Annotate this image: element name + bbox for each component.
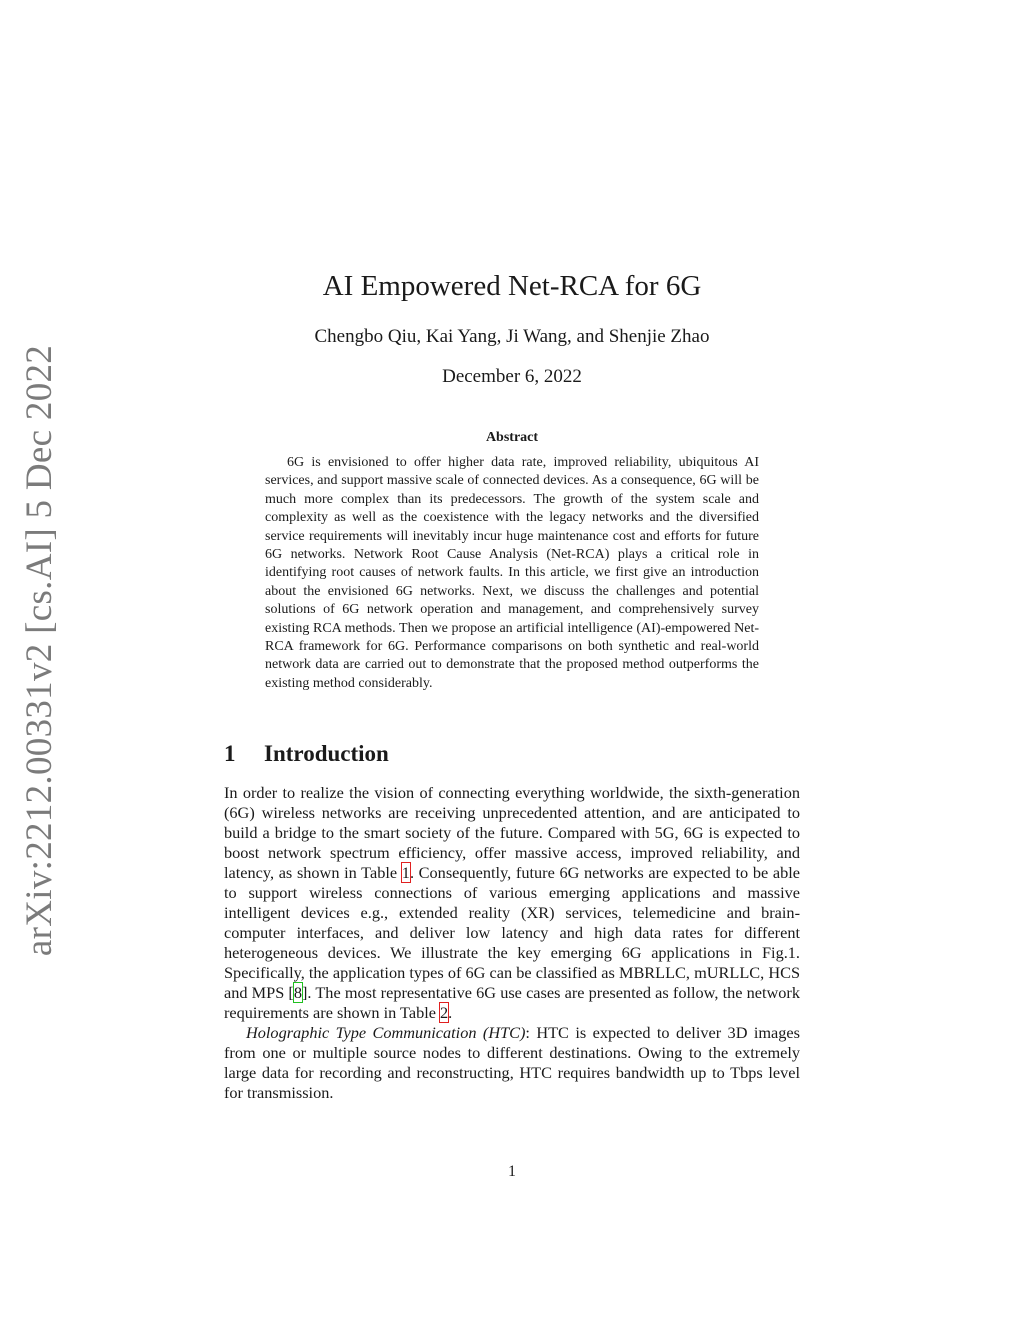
- abstract-heading: Abstract: [485, 430, 539, 445]
- citation-8-link[interactable]: 8: [293, 983, 302, 1002]
- arxiv-identifier-text: arXiv:2212.00331v2 [cs.AI] 5 Dec 2022: [19, 344, 61, 956]
- abstract-body: 6G is envisioned to offer higher data rate, improved reliability, ubiquitous AI services, and support massive scale of connected devices. As a consequence, 6G will be much more complex than its predecessors. The growth of the system scale and complexity as well as the coexistence with the legacy networks and the diversified service requirements will inevitably incur huge maintenance cost and efforts for future 6G networks. Network Root Cause Analysis (Net-RCA) plays a critical role in identifying root causes of network faults. In this article, we first give an introduction about the envisioned 6G networks. Next, we discuss the challenges and potential solutions of 6G network operation and management, and comprehensively survey existing RCA methods. Then we propose an artificial intelligence (AI)-empowered Net-RCA framework for 6G. Performance comparisons on both synthetic and real-world network data are carried out to demonstrate that the proposed method outperforms the existing method considerably.: [265, 455, 759, 691]
- table-2-reference-link[interactable]: 2: [440, 1003, 449, 1022]
- table-1-reference-link[interactable]: 1: [401, 863, 410, 882]
- paper-date: December 6, 2022: [442, 366, 582, 387]
- htc-term: Holographic Type Communication (HTC): [246, 1023, 526, 1042]
- section-title: Introduction: [264, 741, 389, 766]
- paragraph-text: .: [448, 1003, 453, 1022]
- paragraph-text: : HTC is expected to deliver 3D images from one or multiple source nodes to different destinations. Owing to the extremely large data for recording and reconstructing, HTC requires bandwidth up to Tbps level for transmission.: [224, 1023, 800, 1102]
- paper-title: AI Empowered Net-RCA for 6G: [322, 270, 702, 302]
- introduction-paragraph-1: [224, 783, 800, 1023]
- arxiv-identifier-stamp: [8, 344, 72, 956]
- introduction-paragraph-2: [224, 1023, 800, 1103]
- paper-authors: Chengbo Qiu, Kai Yang, Ji Wang, and Shenjie Zhao: [314, 326, 710, 347]
- introduction-body: [224, 783, 800, 1103]
- page-number: 1: [508, 1163, 516, 1180]
- section-heading-introduction: [224, 738, 389, 770]
- section-number: 1: [224, 741, 236, 766]
- paragraph-text: In order to realize the vision of connecting everything worldwide, the sixth-generation (6G) wireless networks are receiving unprecedented attention, and are anticipated to build a bridge to the smart society of the future. Compared with 5G, 6G is expected to boost network spectrum efficiency, offer massive access, improved reliability, and latency, as shown in Table: [224, 783, 800, 882]
- paragraph-text: ]. The most representative 6G use cases are presented as follow, the network requirements are shown in Table: [224, 983, 800, 1022]
- paragraph-text: . Consequently, future 6G networks are expected to be able to support wireless connections of various emerging applications and massive intelligent devices e.g., extended reality (XR) services, telemedicine and brain-computer interfaces, and deliver low latency and high data rates for different heterogeneous devices. We illustrate the key emerging 6G applications in Fig.1. Specifically, the application types of 6G can be classified as MBRLLC, mURLLC, HCS and MPS [: [224, 863, 801, 1002]
